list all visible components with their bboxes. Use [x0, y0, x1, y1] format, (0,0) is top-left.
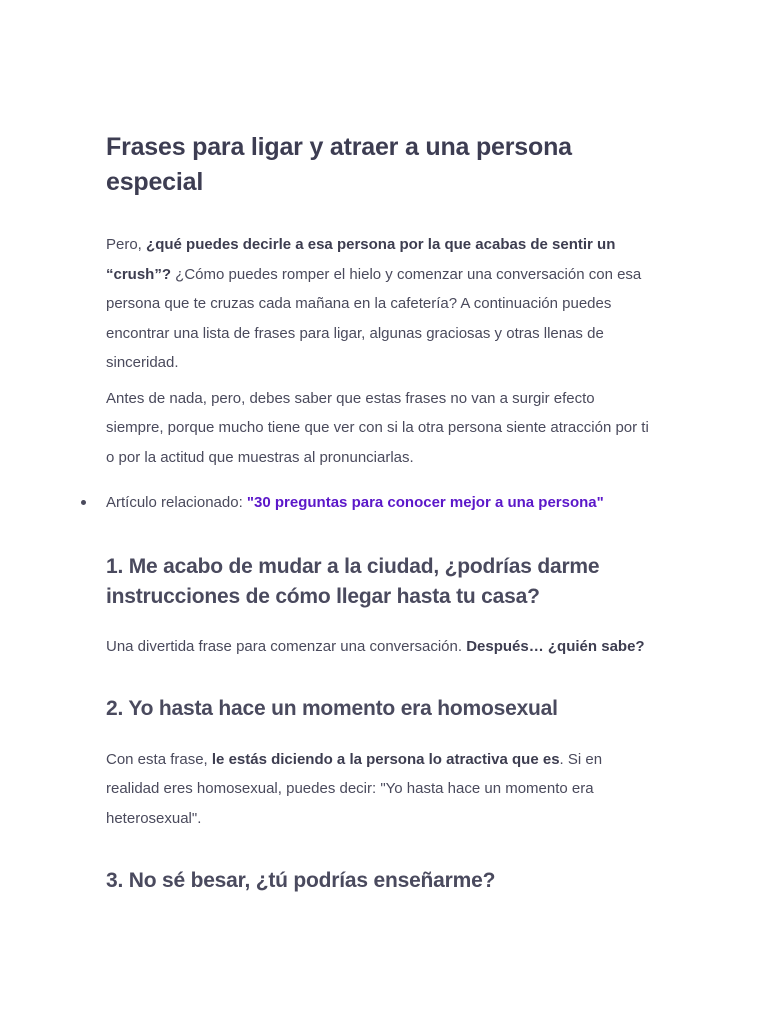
intro-paragraph [106, 230, 651, 378]
section-heading-3: 3. No sé besar, ¿tú podrías enseñarme? [106, 869, 496, 892]
intro-text-rest: ¿Cómo puedes romper el hielo y comenzar una conversación con esa persona que te cruzas cada mañana en la cafetería? A continuación puedes encontrar una lista de frases para ligar, algunas graciosas y otras llenas de sinceridad. [106, 265, 642, 371]
section-paragraph-1 [106, 632, 651, 662]
section-2-text-start: Con esta frase, [106, 750, 212, 768]
intro-bold-question: ¿qué puedes decirle a esa persona por la que acabas de sentir un “crush”? [106, 236, 616, 283]
section-paragraph-2 [106, 745, 651, 834]
article-title: Frases para ligar y atraer a una persona especial [106, 133, 572, 196]
section-2-bold: le estás diciendo a la persona lo atractiva que es [211, 750, 560, 768]
section-1-text: Una divertida frase para comenzar una conversación. [106, 638, 467, 655]
related-label: Artículo relacionado: [106, 494, 247, 511]
article [106, 130, 651, 896]
section-heading-2: 2. Yo hasta hace un momento era homosexual [106, 696, 558, 720]
bullet-icon [81, 500, 86, 505]
section-2-text-end: . Si en realidad eres homosexual, puedes decir: "Yo hasta hace un momento era heterosexual". [106, 750, 603, 827]
related-article [106, 488, 651, 517]
section-heading-1: 1. Me acabo de mudar a la ciudad, ¿podrías darme instrucciones de cómo llegar hasta tu casa? [106, 555, 600, 608]
related-article-link[interactable]: "30 preguntas para conocer mejor a una persona" [246, 494, 604, 511]
section-1-bold: Después… ¿quién sabe? [466, 638, 645, 655]
caveat-paragraph: Antes de nada, pero, debes saber que estas frases no van a surgir efecto siempre, porque mucho tiene que ver con si la otra persona siente atracción por ti o por la actitud que muestras al pronunciarlas. [106, 389, 649, 466]
intro-text-start: Pero, [106, 236, 147, 253]
